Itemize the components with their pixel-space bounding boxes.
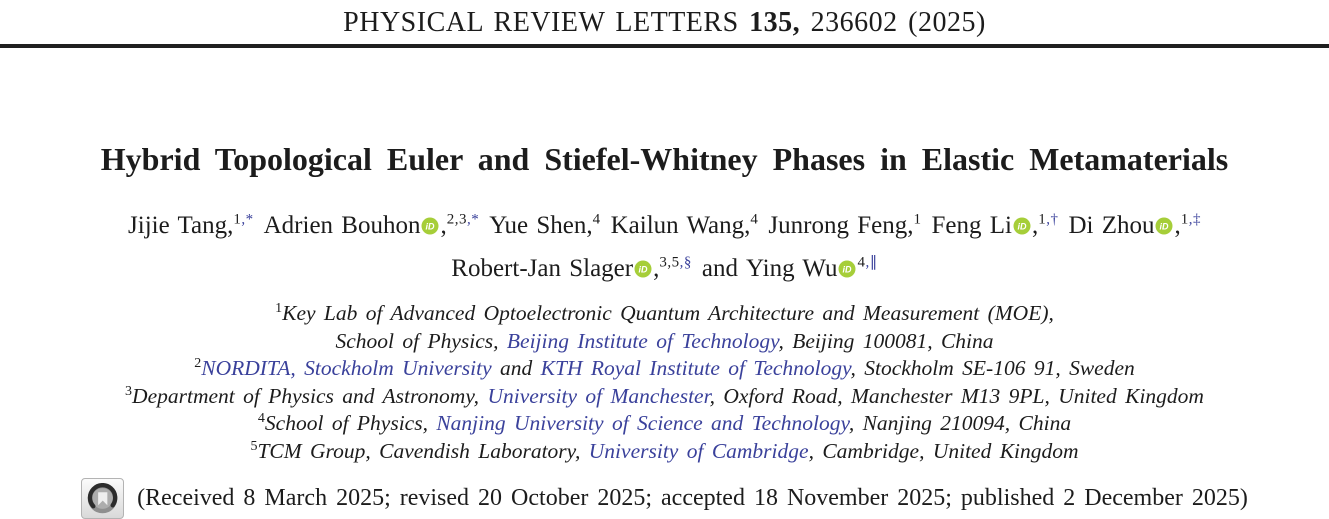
affiliation-number: 4 [257,410,265,426]
author-line-1 [0,205,1329,248]
author-comma: , [1031,212,1039,239]
affiliation-link[interactable]: Nanjing University of Science and Technology [436,411,849,435]
author-comma: , [586,212,593,239]
journal-name: PHYSICAL REVIEW LETTERS [343,7,739,38]
affiliation [0,328,1329,356]
affiliation-sup: 1 [233,211,242,228]
footnote-mark[interactable]: ,‡ [1188,211,1201,228]
author-name: Junrong Feng [768,212,908,239]
author [611,212,759,239]
author-comma: , [1174,212,1181,239]
footnote-mark[interactable]: ,§ [679,254,692,271]
affiliation [0,300,1329,328]
author-name: Feng Li [931,212,1012,239]
affiliation [0,383,1329,411]
affiliation-link[interactable]: Beijing Institute of Technology [506,328,779,353]
affiliation-sup: 1 [913,211,922,228]
author-line-2 [0,248,1329,291]
affiliation-text: Key Lab of Advanced Optoelectronic Quantum Architecture and Measurement (MOE), [282,301,1054,325]
crossmark-button[interactable] [81,478,124,519]
affiliation-sup: 3,5 [659,254,680,271]
author [128,212,254,239]
journal-header [0,0,1329,39]
affiliation-link[interactable]: University of Cambridge [588,438,809,463]
author [768,212,921,239]
svg-text:iD: iD [425,221,435,232]
affiliation-sup: 4 [750,211,759,228]
affiliation-text: and [491,356,541,380]
affiliation-sup: 2,3 [446,211,467,228]
orcid-icon[interactable] [1013,207,1031,248]
author [1068,212,1201,239]
svg-text:iD: iD [1159,221,1169,232]
affiliation-text: , Beijing 100081, China [778,328,994,353]
author [489,212,600,239]
affiliation-number: 5 [250,438,258,454]
affiliation-sup: 4 [857,254,866,271]
affiliation-text: , Nanjing 210094, China [848,411,1072,435]
author-name: Robert-Jan Slager [451,255,634,282]
journal-volume: 135, [749,7,801,38]
author-name: Jijie Tang [128,212,228,239]
svg-text:iD: iD [1017,221,1027,232]
footnote-mark[interactable]: ,* [466,211,480,228]
affiliation-text: Department of Physics and Astronomy, [132,383,488,408]
author-comma: , [744,212,751,239]
orcid-icon[interactable] [1155,207,1173,248]
author-comma: , [227,212,234,239]
affiliation-text: TCM Group, Cavendish Laboratory, [257,438,589,463]
affiliation [0,438,1329,466]
affiliation-link[interactable]: KTH Royal Institute of Technology [540,356,851,380]
and-conjunction: and [701,255,738,282]
affiliation-sup: 1 [1180,211,1189,228]
author [451,255,692,282]
header-rule [0,44,1329,48]
affiliation-link[interactable]: University of Manchester [487,383,710,408]
affiliation-text: School of Physics, [335,328,507,353]
footnote-mark[interactable]: ,† [1046,211,1059,228]
affiliations-block [0,300,1329,465]
author [746,255,878,282]
svg-text:iD: iD [842,264,852,275]
author-comma: , [907,212,914,239]
author-name: Yue Shen [489,212,587,239]
author [931,212,1058,239]
affiliation-text: , Stockholm SE-106 91, Sweden [850,356,1135,380]
affiliation-text: School of Physics, [264,411,437,435]
author-comma: , [440,212,447,239]
footnote-mark[interactable]: ,∥ [865,254,878,271]
crossmark-icon [87,483,118,514]
author [264,212,480,239]
paper-title: Hybrid Topological Euler and Stiefel-Whitney Phases in Elastic Metamaterials [100,141,1229,177]
author-name: Kailun Wang [610,212,745,239]
affiliation-number: 2 [194,355,202,371]
author-comma: , [653,255,660,282]
author-name: Di Zhou [1068,212,1155,239]
author-name: Adrien Bouhon [263,212,421,239]
orcid-icon[interactable] [421,207,439,248]
affiliation-sup: 1 [1038,211,1047,228]
affiliation-number: 1 [275,300,283,316]
received-row [0,478,1329,519]
affiliation-text: , Cambridge, United Kingdom [808,438,1079,463]
orcid-icon[interactable] [634,250,652,291]
affiliation [0,355,1329,383]
affiliation-text: , Oxford Road, Manchester M13 9PL, United Kingdom [709,383,1204,408]
footnote-mark[interactable]: ,* [241,211,254,228]
orcid-icon[interactable] [838,250,856,291]
affiliation [0,410,1329,438]
affiliation-number: 3 [125,383,133,399]
author-name: Ying Wu [745,255,838,282]
affiliation-sup: 4 [592,211,601,228]
received-dates: (Received 8 March 2025; revised 20 October 2025; accepted 18 November 2025; published 2 December 2025) [137,485,1248,511]
svg-text:iD: iD [638,264,648,275]
journal-citation: 236602 (2025) [810,7,986,38]
affiliation-link[interactable]: NORDITA, Stockholm University [201,356,492,380]
